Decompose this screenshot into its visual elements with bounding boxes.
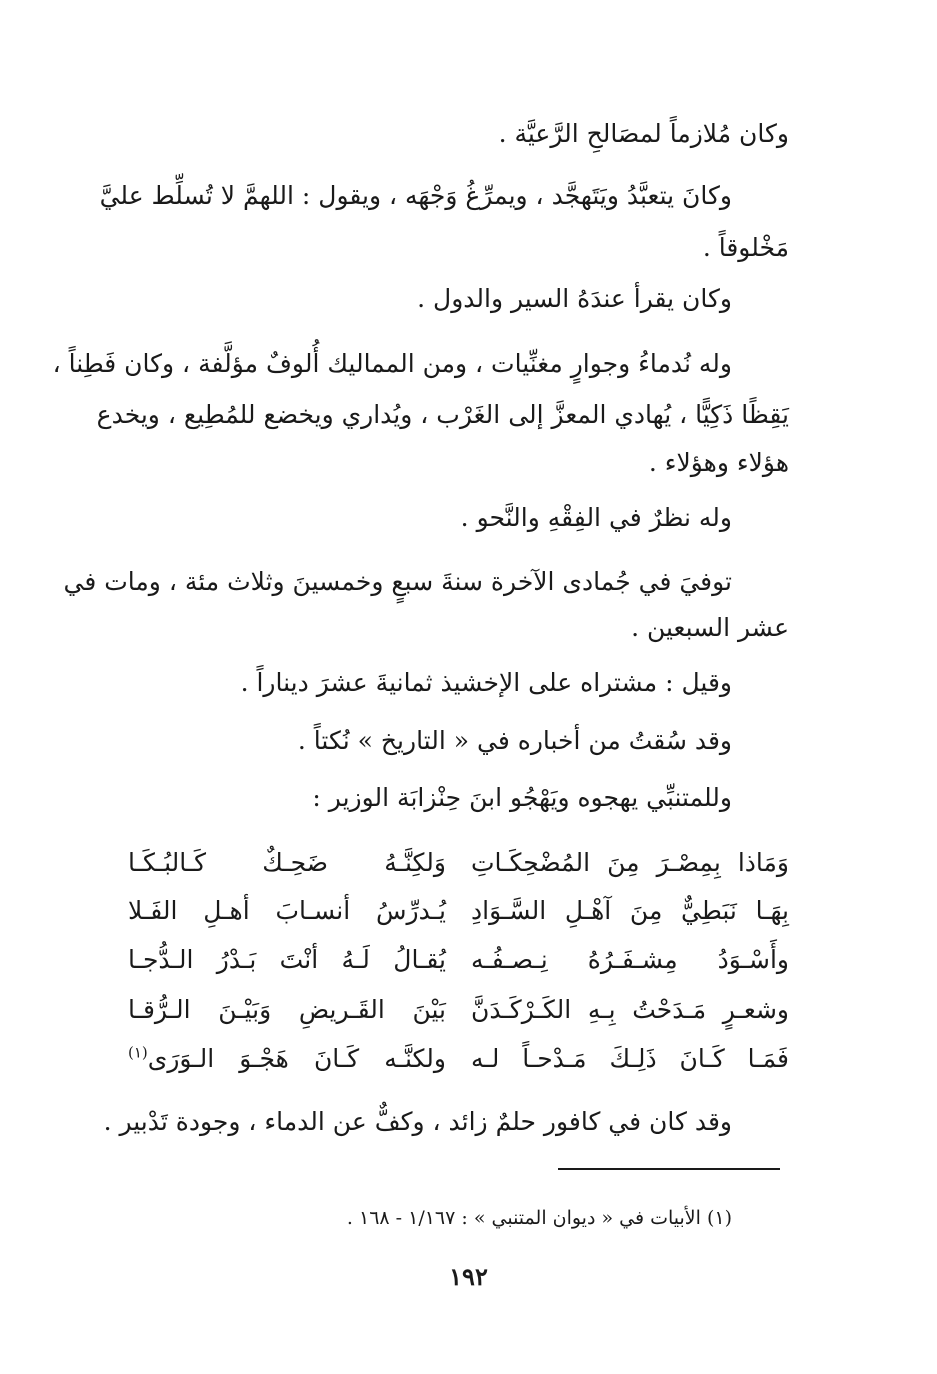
text-line-10: عشر السبعين . xyxy=(631,613,789,642)
verse-row xyxy=(128,891,789,931)
text-line-2: وكانَ يتعبَّدُ ويَتَهجَّد ، ويمرِّغُ وَجْهَه ، ويقول : اللهمَّ لا تُسلِّط عليَّ xyxy=(99,181,732,210)
text-line-11: وقيل : مشتراه على الإخشيذ ثمانيةَ عشرَ ديناراً . xyxy=(240,668,732,697)
text-line-6: يَقِظًا ذَكِيًّا ، يُهادي المعزَّ إلى الغَرْب ، ويُداري ويخضع للمُطِيع ، ويخدع xyxy=(96,400,789,429)
text-line-3: مَخْلوقاً . xyxy=(702,233,789,262)
text-line-7: هؤلاء وهؤلاء . xyxy=(648,448,789,477)
verse-row xyxy=(128,990,789,1030)
footnote-marker: (١) xyxy=(128,1043,148,1062)
verse-second-hemistich: وَلكِنَّـهُ ضَحِـكٌ كَـالبُـكَـا xyxy=(128,848,446,877)
page-number: ١٩٢ xyxy=(449,1262,488,1291)
verse-second-hemistich: يُقـالُ لَـهُ أنْتَ بَـدْرُ الـدُّجـا xyxy=(128,945,446,974)
text-line-4: وكان يقرأ عندَهُ السير والدول . xyxy=(417,284,732,313)
verse-first-hemistich: وأَسْـوَدُ مِشـفَـرُهُ نِـصـفُـه xyxy=(471,945,789,974)
text-line-5: وله نُدماءُ وجوارٍ مغنِّيات ، ومن المماليك أُلوفٌ مؤلَّفة ، وكان فَطِناً ، xyxy=(52,349,732,378)
verse-first-hemistich: بِهَـا نَبَطِيٌّ مِنَ آهْـلِ السَّـوَادِ xyxy=(471,896,789,925)
verse-first-hemistich: فَمَـا كَـانَ ذَلِـكَ مَـدْحـاً لـه xyxy=(471,1044,789,1073)
footnote: (١) الأبيات في « ديوان المتنبي » : ١/١٦٧ - ١٦٨ . xyxy=(346,1207,732,1229)
verse-first-hemistich: وشعـرٍ مَـدَحْتُ بِـهِ الكَـرْكَـدَنَّ xyxy=(471,995,789,1024)
text-line-13: وللمتنبِّي يهجوه ويَهْجُو ابنَ حِنْزابَة الوزير : xyxy=(312,783,732,812)
verse-row xyxy=(128,843,789,883)
verse-first-hemistich: وَمَاذا بِمِصْـرَ مِنَ المُضْحِكَـاتِ xyxy=(471,848,789,877)
verse-row xyxy=(128,1039,789,1079)
text-line-1: وكان مُلازماً لمصَالحِ الرَّعيَّة . xyxy=(498,119,789,148)
verse-text: ولكنَّـه كَـانَ هَجْـوَ الـوَرَى xyxy=(147,1044,446,1073)
text-line-12: وقد سُقتُ من أخباره في « التاريخ » نُكتاً . xyxy=(297,726,732,755)
closing-line: وقد كان في كافور حلمٌ زائد ، وكفٌّ عن الدماء ، وجودة تَدْبير . xyxy=(103,1107,732,1136)
verse-second-hemistich xyxy=(128,1039,446,1079)
verse-second-hemistich: بَيْنَ القَـريضِ وَبَيْـنَ الـرُّقـا xyxy=(128,995,446,1024)
verse-row xyxy=(128,940,789,980)
text-line-9: توفيَ في جُمادى الآخرة سنةَ سبعٍ وخمسينَ وثلاث مئة ، ومات في xyxy=(63,567,732,596)
text-line-8: وله نظرٌ في الفِقْهِ والنَّحو . xyxy=(460,503,732,532)
footnote-divider xyxy=(558,1168,780,1170)
verse-second-hemistich: يُـدرِّسُ أنسـابَ أهـلِ الفَـلا xyxy=(128,896,446,925)
